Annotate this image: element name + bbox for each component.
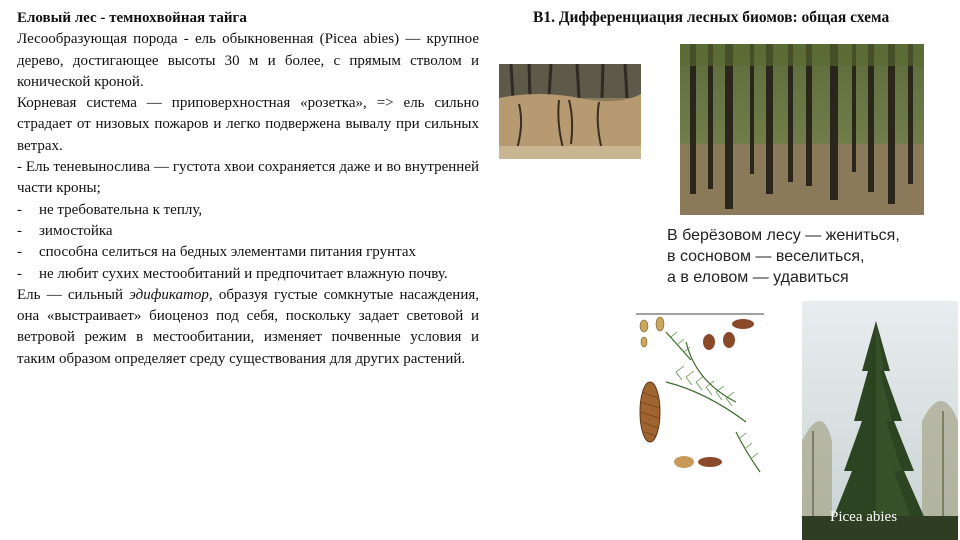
paragraph-shade: - Ель теневынослива — густота хвои сохраняется даже и во внутренней части кроны;	[17, 159, 479, 197]
edificator-term: эдификатор	[129, 286, 209, 303]
list-item: - не требовательна к теплу,	[17, 201, 203, 218]
left-text-column	[17, 8, 479, 370]
proverb-line-3: а в еловом — удавиться	[667, 269, 849, 286]
spruce-botanical-illustration	[636, 312, 764, 477]
spruce-tree-photo	[802, 301, 958, 540]
list-item: - не любит сухих местообитаний и предпочитает влажную почву.	[17, 265, 448, 282]
species-caption: Picea abies	[830, 509, 898, 525]
proverb	[667, 225, 947, 288]
proverb-line-2: в сосновом — веселиться,	[667, 248, 865, 265]
spruce-roots-photo	[499, 64, 641, 159]
paragraph-roots: Корневая система — приповерхностная «розетка», => ель сильно страдает от низовых пожаров и легко подвержена вывалу при сильных ветрах.	[17, 95, 479, 154]
paragraph-species: Лесообразующая порода - ель обыкновенная (Picea abies) — крупное дерево, достигающее высоты 30 м и более, с прямым стволом и конической кроной.	[17, 31, 479, 90]
section-title: Еловый лес - темнохвойная тайга	[17, 10, 247, 26]
spruce-forest-photo	[680, 44, 924, 215]
paragraph-edificator: Ель — сильный эдификатор, образуя густые сомкнутые насаждения, она «выстраивает» биоценоз под себя, поскольку задает световой и ветровой режим в местообитании, изменяет почвенные условия и таким образом определяет среду существования для других растений.	[17, 286, 479, 367]
traits-list	[17, 200, 479, 285]
slide-header: В1. Дифференциация лесных биомов: общая схема	[533, 9, 890, 26]
list-item: - зимостойка	[17, 222, 113, 239]
list-item: - способна селиться на бедных элементами питания грунтах	[17, 244, 416, 261]
proverb-line-1: В берёзовом лесу — жениться,	[667, 227, 900, 244]
